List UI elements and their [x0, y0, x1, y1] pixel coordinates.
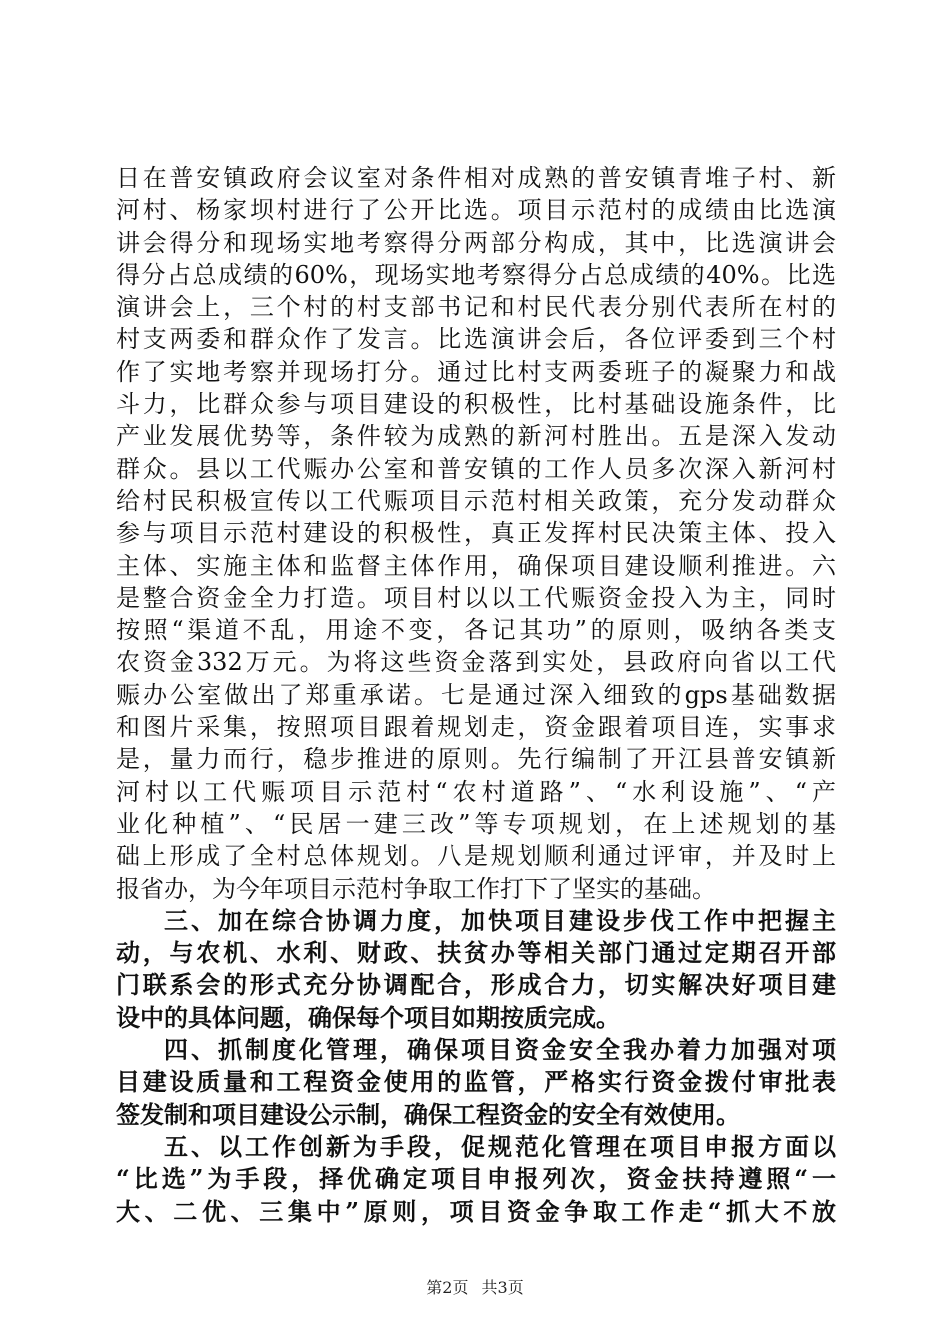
text-line: 报省办，为今年项目示范村争取工作打下了坚实的基础。: [116, 874, 716, 903]
paragraph-3: [116, 1034, 836, 1131]
text-line: 和图片采集，按照项目跟着规划走，资金跟着项目连，实事求: [116, 713, 836, 742]
text-line: 主体、实施主体和监督主体作用，确保项目建设顺利推进。六: [116, 551, 836, 580]
text-line: 础上形成了全村总体规划。八是规划顺利通过评审，并及时上: [116, 842, 836, 871]
text-line: 目建设质量和工程资金使用的监管，严格实行资金拨付审批表: [116, 1067, 836, 1097]
text-line: 五、以工作创新为手段，促规范化管理在项目申报方面以: [164, 1131, 836, 1161]
text-line: 日在普安镇政府会议室对条件相对成熟的普安镇青堆子村、新: [116, 164, 836, 192]
text-line: “比选”为手段，择优确定项目申报列次，资金扶持遵照“一: [116, 1164, 836, 1194]
paragraph-1: [116, 162, 836, 905]
text-line: 得分占总成绩的60%，现场实地考察得分占总成绩的40%。比选: [116, 260, 836, 289]
page-total: 共3页: [481, 1278, 524, 1297]
page-footer: [0, 1278, 950, 1298]
paragraph-2: [116, 905, 836, 1034]
text-line: 门联系会的形式充分协调配合，形成合力，切实解决好项目建: [116, 970, 836, 1000]
text-line: 产业发展优势等，条件较为成熟的新河村胜出。五是深入发动: [116, 422, 836, 451]
text-line: 签发制和项目建设公示制，确保工程资金的安全有效使用。: [116, 1099, 740, 1129]
document-body: [116, 162, 836, 1228]
text-line: 给村民积极宣传以工代赈项目示范村相关政策，充分发动群众: [116, 486, 836, 515]
text-line: 是，量力而行，稳步推进的原则。先行编制了开江县普安镇新: [116, 745, 836, 774]
page-number: 第2页: [426, 1278, 469, 1297]
text-line: 动，与农机、水利、财政、扶贫办等相关部门通过定期召开部: [116, 938, 836, 968]
text-line: 群众。县以工代赈办公室和普安镇的工作人员多次深入新河村: [116, 454, 836, 483]
text-line: 作了实地考察并现场打分。通过比村支两委班子的凝聚力和战: [116, 357, 836, 386]
text-line: 河村以工代赈项目示范村“农村道路”、“水利设施”、“产: [116, 777, 836, 806]
text-line: 大、二优、三集中”原则，项目资金争取工作走“抓大不放: [116, 1196, 836, 1226]
text-line: 设中的具体问题，确保每个项目如期按质完成。: [116, 1002, 620, 1032]
text-line: 业化种植”、“民居一建三改”等专项规划，在上述规划的基: [116, 809, 836, 838]
text-line: 赈办公室做出了郑重承诺。七是通过深入细致的gps基础数据: [116, 680, 836, 709]
text-line: 演讲会上，三个村的村支部书记和村民代表分别代表所在村的: [116, 293, 836, 322]
text-line: 河村、杨家坝村进行了公开比选。项目示范村的成绩由比选演: [116, 196, 836, 225]
text-line: 参与项目示范村建设的积极性，真正发挥村民决策主体、投入: [116, 519, 836, 548]
text-line: 三、加在综合协调力度，加快项目建设步伐工作中把握主: [164, 905, 836, 935]
text-line: 按照“渠道不乱，用途不变，各记其功”的原则，吸纳各类支: [116, 616, 836, 645]
text-line: 斗力，比群众参与项目建设的积极性，比村基础设施条件，比: [116, 390, 836, 419]
text-line: 四、抓制度化管理，确保项目资金安全我办着力加强对项: [164, 1035, 836, 1065]
paragraph-4: [116, 1131, 836, 1228]
text-line: 农资金332万元。为将这些资金落到实处，县政府向省以工代: [116, 648, 836, 677]
text-line: 村支两委和群众作了发言。比选演讲会后，各位评委到三个村: [116, 325, 836, 354]
text-line: 是整合资金全力打造。项目村以以工代赈资金投入为主，同时: [116, 583, 836, 612]
text-line: 讲会得分和现场实地考察得分两部分构成，其中，比选演讲会: [116, 228, 836, 257]
